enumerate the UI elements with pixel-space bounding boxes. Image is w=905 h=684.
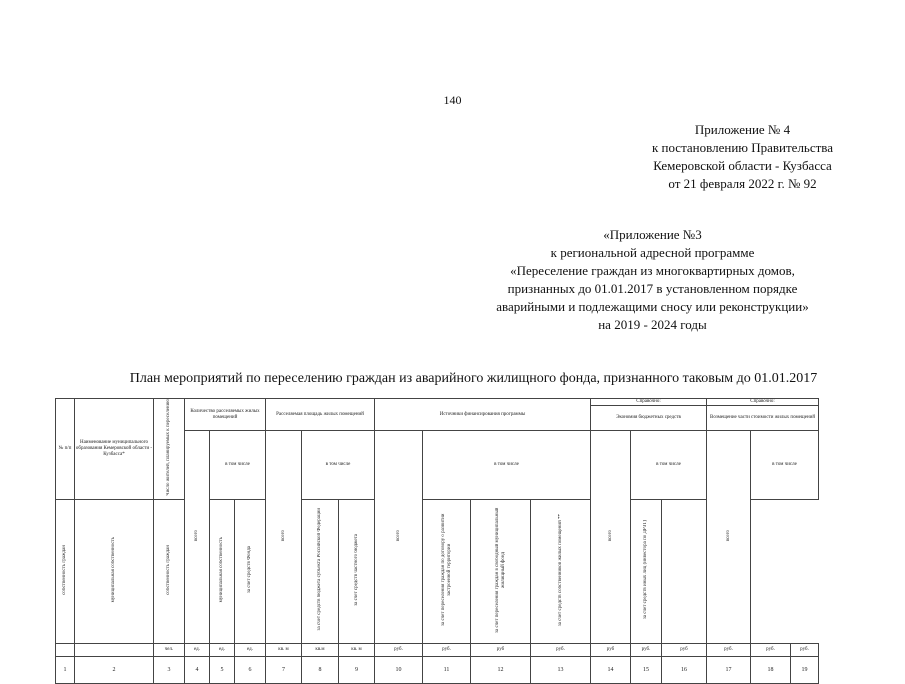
- unit-cell: чел.: [154, 643, 185, 656]
- unit-cell: руб: [591, 643, 631, 656]
- header-sources: Источники финансирования программы: [375, 399, 591, 431]
- column-number: 6: [235, 656, 266, 683]
- appendix-3-header: [460, 226, 845, 334]
- sources-regional-label: за счет средств бюджета субъекта Российской Федерации: [317, 508, 322, 631]
- appendix-3-line: «Приложение №3: [603, 227, 702, 242]
- column-number: 9: [339, 656, 375, 683]
- unit-cell: кв. м: [339, 643, 375, 656]
- sources-in-that-number: в том числе: [423, 431, 591, 500]
- unit-cell: ед.: [185, 643, 210, 656]
- appendix-3-line: аварийными и подлежащими сносу или реконструкции»: [496, 299, 809, 314]
- column-number: 15: [631, 656, 662, 683]
- unit-cell: руб.: [751, 643, 791, 656]
- unit-cell: руб.: [375, 643, 423, 656]
- header-rooms: Количество расселяемых жилых помещений: [185, 399, 266, 431]
- appendix-3-line: к региональной адресной программе: [550, 245, 755, 260]
- unit-cell: ед.: [235, 643, 266, 656]
- area-total-label: всего: [280, 529, 286, 541]
- appendix-3-line: признанных до 01.01.2017 в установленном порядке: [507, 281, 798, 296]
- header-reference-1: Справочно:: [591, 399, 707, 406]
- column-number: 16: [662, 656, 707, 683]
- compensation-part-2-label: за счет средств иных лиц (инвестора по ДРЗТ): [643, 520, 648, 620]
- appendix-3-line: «Переселение граждан из многоквартирных домов,: [510, 263, 795, 278]
- area-municipal-label: муниципальная собственность: [219, 536, 224, 603]
- column-number: 10: [375, 656, 423, 683]
- compensation-total: [707, 431, 751, 644]
- unit-cell: кв.м: [302, 643, 339, 656]
- area-citizens-label: собственность граждан: [166, 544, 171, 595]
- column-number: 3: [154, 656, 185, 683]
- column-numbers-row: [56, 656, 819, 683]
- column-number: 18: [751, 656, 791, 683]
- compensation-part-1-label: за счет средств собственников жилых помещений **: [557, 513, 563, 626]
- header-people-label: Число жителей, планируемых к переселению: [166, 399, 171, 496]
- rooms-total-label: всего: [194, 529, 199, 541]
- column-number: 7: [266, 656, 302, 683]
- unit-cell: руб.: [531, 643, 591, 656]
- header-reference-2: Справочно:: [707, 399, 819, 406]
- column-number: 11: [423, 656, 471, 683]
- unit-cell: руб.: [707, 643, 751, 656]
- page-number: 140: [443, 93, 462, 107]
- header-people: [154, 399, 185, 500]
- area-total: [266, 431, 302, 644]
- unit-cell: руб: [662, 643, 707, 656]
- sources-total: [375, 431, 423, 644]
- compensation-in-that-number: в том числе: [751, 431, 819, 500]
- rooms-in-that-number: в том числе: [210, 431, 266, 500]
- unit-cell: руб.: [791, 643, 819, 656]
- column-number: 19: [791, 656, 819, 683]
- appendix-4-line: Кемеровской области - Кузбасса: [653, 158, 832, 173]
- appendix-4-header: [620, 121, 865, 193]
- area-citizens: [154, 499, 185, 643]
- unit-cell: руб: [471, 643, 531, 656]
- sources-regional: [302, 499, 339, 643]
- savings-part-2: [471, 499, 531, 643]
- unit-cell: кв. м: [266, 643, 302, 656]
- table-title: План мероприятий по переселению граждан из аварийного жилищного фонда, признанного таковым до 01.01.2017: [129, 371, 818, 386]
- rooms-citizens: [56, 499, 75, 643]
- header-num: № п/п: [56, 399, 75, 500]
- header-area: Расселяемая площадь жилых помещений: [266, 399, 375, 431]
- sources-private-label: за счет средств частного бюджета: [353, 533, 359, 606]
- header-compensation: Возмещение части стоимости жилых помещений: [707, 406, 819, 431]
- rooms-municipal: [75, 499, 154, 643]
- sources-private: [339, 499, 375, 643]
- appendix-4-line: Приложение № 4: [694, 122, 791, 137]
- header-savings: Экономия бюджетных средств: [591, 406, 707, 431]
- savings-part-2-label: за счет переселения граждан в свободный муниципальный жилищный фонд: [494, 506, 506, 633]
- column-number: 8: [302, 656, 339, 683]
- savings-part-1: [423, 499, 471, 643]
- rooms-citizens-label: собственность граждан: [62, 544, 67, 595]
- area-municipal: [210, 499, 235, 643]
- sources-fund: [235, 499, 266, 643]
- resettlement-plan-table: [55, 398, 819, 684]
- compensation-total-label: всего: [725, 529, 731, 541]
- savings-in-that-number: в том числе: [631, 431, 707, 500]
- column-number: 4: [185, 656, 210, 683]
- sources-fund-label: за счет средств Фонда: [247, 546, 252, 594]
- rooms-municipal-label: муниципальная собственность: [111, 536, 116, 603]
- appendix-3-line: на 2019 - 2024 годы: [598, 317, 707, 332]
- savings-total: [591, 431, 631, 644]
- column-number: 14: [591, 656, 631, 683]
- savings-total-label: всего: [607, 529, 613, 541]
- rooms-total: [185, 431, 210, 644]
- unit-cell-blank: [56, 643, 75, 656]
- compensation-part-2: [631, 499, 662, 643]
- area-in-that-number: в том числе: [302, 431, 375, 500]
- appendix-4-line: к постановлению Правительства: [651, 140, 834, 155]
- sources-total-label: всего: [395, 529, 401, 541]
- column-number: 12: [471, 656, 531, 683]
- column-number: 13: [531, 656, 591, 683]
- column-number: 2: [75, 656, 154, 683]
- unit-cell: руб.: [423, 643, 471, 656]
- units-row: [56, 643, 819, 656]
- column-number: 1: [56, 656, 75, 683]
- column-number: 17: [707, 656, 751, 683]
- appendix-4-line: от 21 февраля 2022 г. № 92: [668, 176, 817, 191]
- unit-cell: руб.: [631, 643, 662, 656]
- unit-cell: ед.: [210, 643, 235, 656]
- unit-cell-blank: [75, 643, 154, 656]
- column-number: 5: [210, 656, 235, 683]
- savings-part-1-label: за счет переселения граждан по договору о развитии застроенной территории: [440, 513, 452, 626]
- header-municipality: Наименование муниципального образования Кемеровской области - Кузбасса*: [75, 399, 154, 500]
- compensation-part-1: [531, 499, 591, 643]
